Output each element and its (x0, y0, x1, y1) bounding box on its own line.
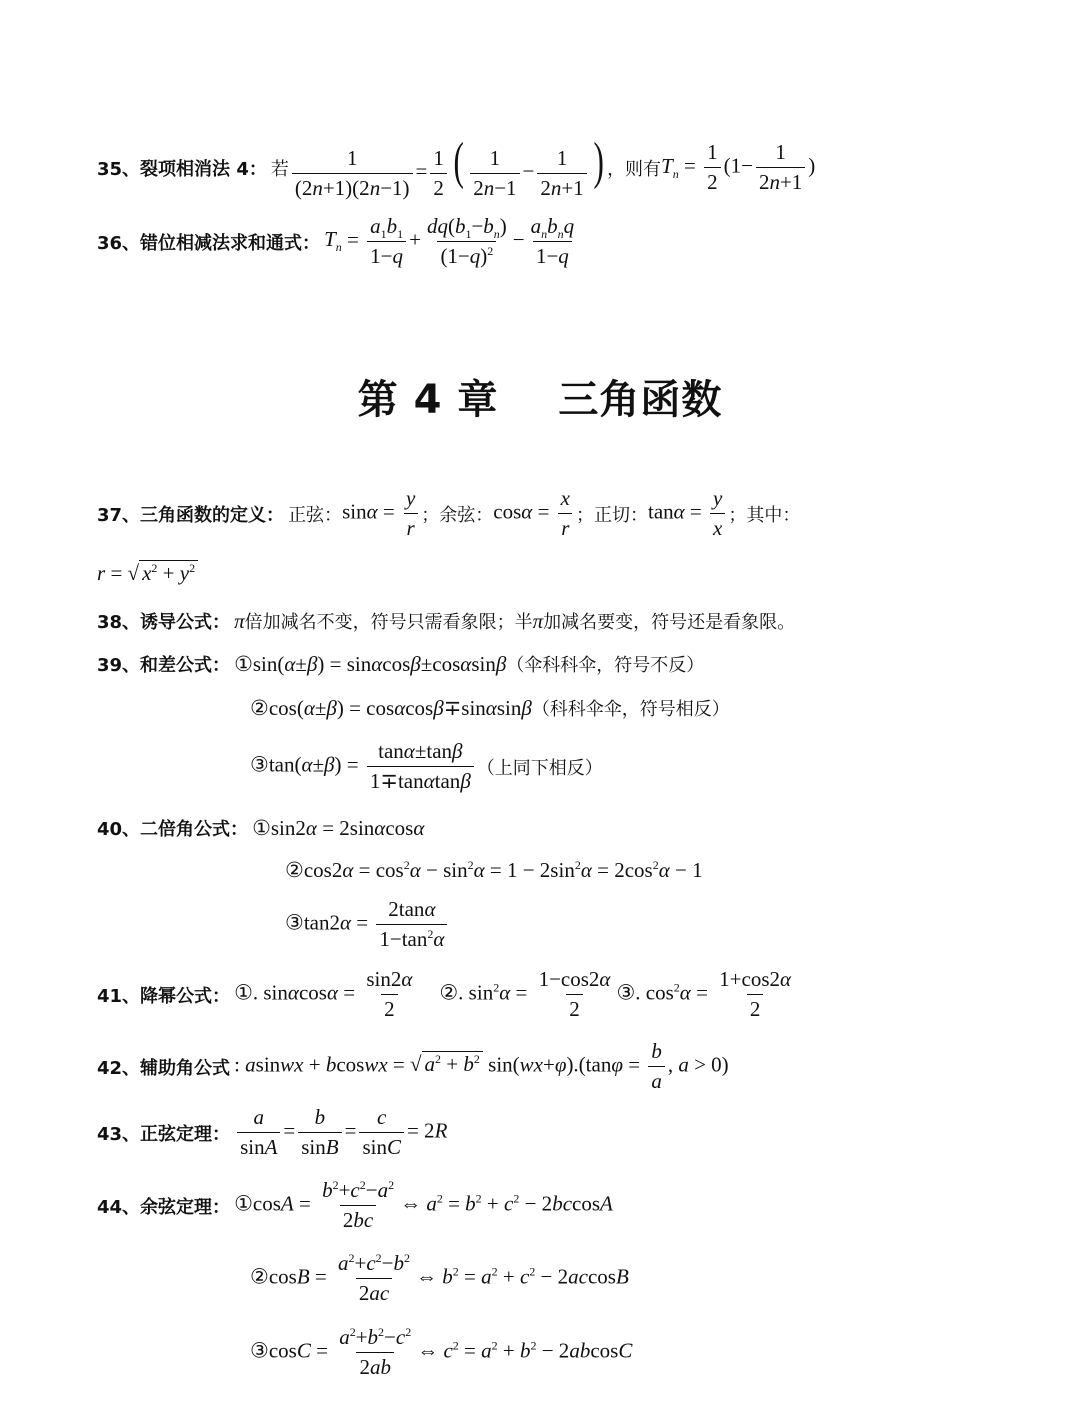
item-label: 38、诱导公式： (97, 612, 231, 633)
formula-44-2: ②cosB = $\frac{a^2+c^2-b^2}{2ac}$ ⇔ $b^2 = a^2 + c^2 - 2accosB$ (250, 1251, 629, 1306)
formula-42: 42、辅助角公式 : asinwx + bcoswx = √ $a^2 + b^2$ sin(wx+φ).(tanφ = $\frac{b}{a}$ , a > 0) (97, 1039, 729, 1094)
item-label: 44、余弦定理： (97, 1196, 231, 1218)
item-label: 35、裂项相消法 4： (97, 158, 267, 180)
chapter-number: 第 4 章 (357, 377, 499, 423)
formula-38: 38、诱导公式： π 倍加减名不变，符号只需看象限；半 π 加减名要变，符号还是看象限。 (97, 608, 796, 633)
formula-40: 40、二倍角公式： ①sin2α = 2sinαcosα (97, 815, 425, 840)
item-label: 42、辅助角公式 (97, 1057, 231, 1079)
text: ，则有 (607, 158, 662, 180)
item-label: 37、三角函数的定义： (97, 504, 285, 526)
text: 倍加减名不变，符号只需看象限；半 (244, 612, 533, 633)
chapter-title (0, 368, 1080, 425)
item-label: 40、二倍角公式： (97, 819, 249, 840)
formula-36: 36、错位相减法求和通式： $T_n$ = $\frac{a_1b_1}{1-q}$ + $\frac{dq(b_1-b_n)}{(1-q)^2}$ − $\frac{a_nb_nq}{1-q}$ (97, 214, 575, 269)
text: ；正切： (575, 504, 648, 526)
formula-37-r: r = √ $x^2 + y^2$ (97, 560, 198, 586)
item-label: 41、降幂公式： (97, 985, 231, 1007)
item-label: 36、错位相减法求和通式： (97, 232, 321, 254)
formula-39-2: ②cos(α±β) = cosαcosβ∓sinαsinβ （科科伞伞，符号相反） (250, 695, 730, 720)
text: （上同下相反） (476, 757, 603, 779)
formula-35: 35、裂项相消法 4： 若 $\frac{1}{(2n+1)(2n-1)}$ = $\frac{1}{2}$ ( $\frac{1}{2n-1}$ − $\frac{1}{2n+1}$ ) ，则有 $T_n$ = $\frac{1}{2}$ (1− $\frac{1}{2n+1}$ ) (97, 133, 816, 200)
text: 若 (270, 158, 289, 180)
text: 加减名要变，符号还是看象限。 (543, 612, 796, 633)
formula-40-3: ③tan2α = $\frac{2\tan\alpha}{1-\tan^2\alpha}$ (285, 898, 450, 951)
text: ；其中： (728, 504, 801, 526)
text: （科科伞伞，符号相反） (531, 699, 730, 720)
formula-40-2: ②cos2α = $\cos^2\alpha - \sin^2\alpha = 1 - 2\sin^2\alpha = 2\cos^2\alpha - 1$ (285, 858, 703, 882)
text: （伞科科伞，符号不反） (506, 655, 705, 676)
formula-37: 37、三角函数的定义： 正弦： sinα = $\frac{y}{r}$ ；余弦： cosα = $\frac{x}{r}$ ；正切： tanα = $\frac{y}{x}$ ；其中： (97, 486, 801, 541)
formula-44: 44、余弦定理： ①cosA = $\frac{b^2+c^2-a^2}{2bc}$ ⇔ $a^2 = b^2 + c^2 - 2bccosA$ (97, 1178, 613, 1233)
formula-39: 39、和差公式： ①sin(α±β) = sinαcosβ±cosαsinβ （伞科科伞，符号不反） (97, 651, 705, 676)
item-label: 43、正弦定理： (97, 1123, 231, 1145)
text: ；余弦： (421, 504, 494, 526)
formula-39-3: ③tan(α±β) = $\frac{\tan\alpha\pm\tan\beta}{1\mp\tan\alpha\tan\beta}$ （上同下相反） (250, 739, 603, 794)
formula-41: 41、降幂公式： ①. sinαcosα = $\frac{\sin 2\alpha}{2}$ ②. $\sin^2\alpha$ = $\frac{1-\cos 2\alpha}{2}$ ③. $\cos^2\alpha$ = $\frac{1+\cos 2\alpha}{2}$ (97, 967, 792, 1022)
text: 正弦： (288, 504, 343, 526)
item-label: 39、和差公式： (97, 655, 231, 676)
chapter-name: 三角函数 (558, 377, 723, 423)
formula-43: 43、正弦定理： $\frac{a}{\sin A}$ = $\frac{b}{\sin B}$ = $\frac{c}{\sin C}$ = 2R (97, 1105, 448, 1160)
formula-44-3: ③cosC = $\frac{a^2+b^2-c^2}{2ab}$ ⇔ $c^2 = a^2 + b^2 - 2abcosC$ (250, 1325, 633, 1380)
